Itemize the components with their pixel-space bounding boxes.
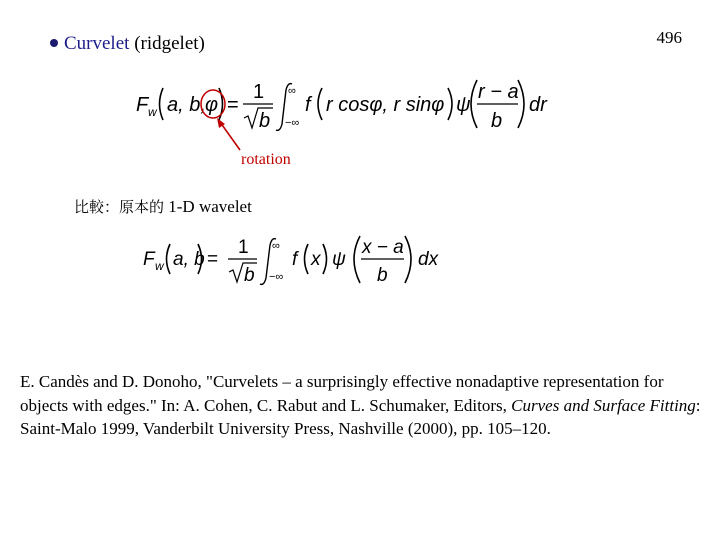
formula1-int-lower: −∞ <box>285 117 300 129</box>
formula1-phi: φ <box>205 94 219 116</box>
formula2-frac-num: 1 <box>238 237 249 258</box>
formula1-arg: r cosφ, r sinφ <box>326 94 445 116</box>
reference-book-title: Curves and Surface Fitting <box>511 395 696 415</box>
formula2-arg: x <box>311 249 321 270</box>
formula1-f: f <box>305 94 311 116</box>
formula1-psi: ψ <box>456 94 471 116</box>
formula2-equals: = <box>207 249 219 270</box>
reference-citation <box>20 370 710 441</box>
formula2-int-upper: ∞ <box>272 240 280 252</box>
formula1-frac-den: b <box>259 110 271 132</box>
formula1-equals: = <box>227 94 239 116</box>
formula2-args: a, b <box>173 249 205 270</box>
formula1-frac-num: 1 <box>253 81 265 103</box>
comparison-latin: 1-D wavelet <box>164 197 252 216</box>
formula2-f: f <box>292 249 298 270</box>
heading-term: Curvelet <box>64 33 130 54</box>
formula1-dvar: dr <box>529 94 547 116</box>
rotation-label: rotation <box>241 151 291 168</box>
reference-part1: E. Candès and D. Donoho, "Curvelets – a surprisingly effective nonadaptive representation for objects with edges." In: A. Cohen, C. Rabut and L. Schumaker, Editors, <box>20 372 664 415</box>
heading-parenthetical: (ridgelet) <box>134 33 205 54</box>
formula2-inner-den: b <box>377 265 388 286</box>
formula2-dvar: dx <box>418 249 439 270</box>
formula1-F: F <box>136 94 149 116</box>
formula2-psi: ψ <box>332 249 346 270</box>
formula1-int-upper: ∞ <box>288 85 296 97</box>
formula2-frac-den: b <box>244 265 255 286</box>
page-number: 496 <box>656 28 682 47</box>
formula2-F: F <box>143 249 155 270</box>
comparison-cjk: 比較：原本的 <box>74 198 165 216</box>
formula1-inner-num: r − a <box>478 81 519 103</box>
formula2-int-lower: −∞ <box>269 271 284 283</box>
formula1-sub: w <box>148 105 157 119</box>
formula2-sub: w <box>155 259 164 273</box>
reference-part2: : Saint-Malo 1999, Vanderbilt University Press, Nashville (2000), pp. 105–120. <box>20 395 701 438</box>
formula1-args: a, b, <box>167 94 206 116</box>
formula1-inner-den: b <box>491 110 503 132</box>
formula2-inner-num: x − a <box>362 237 404 258</box>
